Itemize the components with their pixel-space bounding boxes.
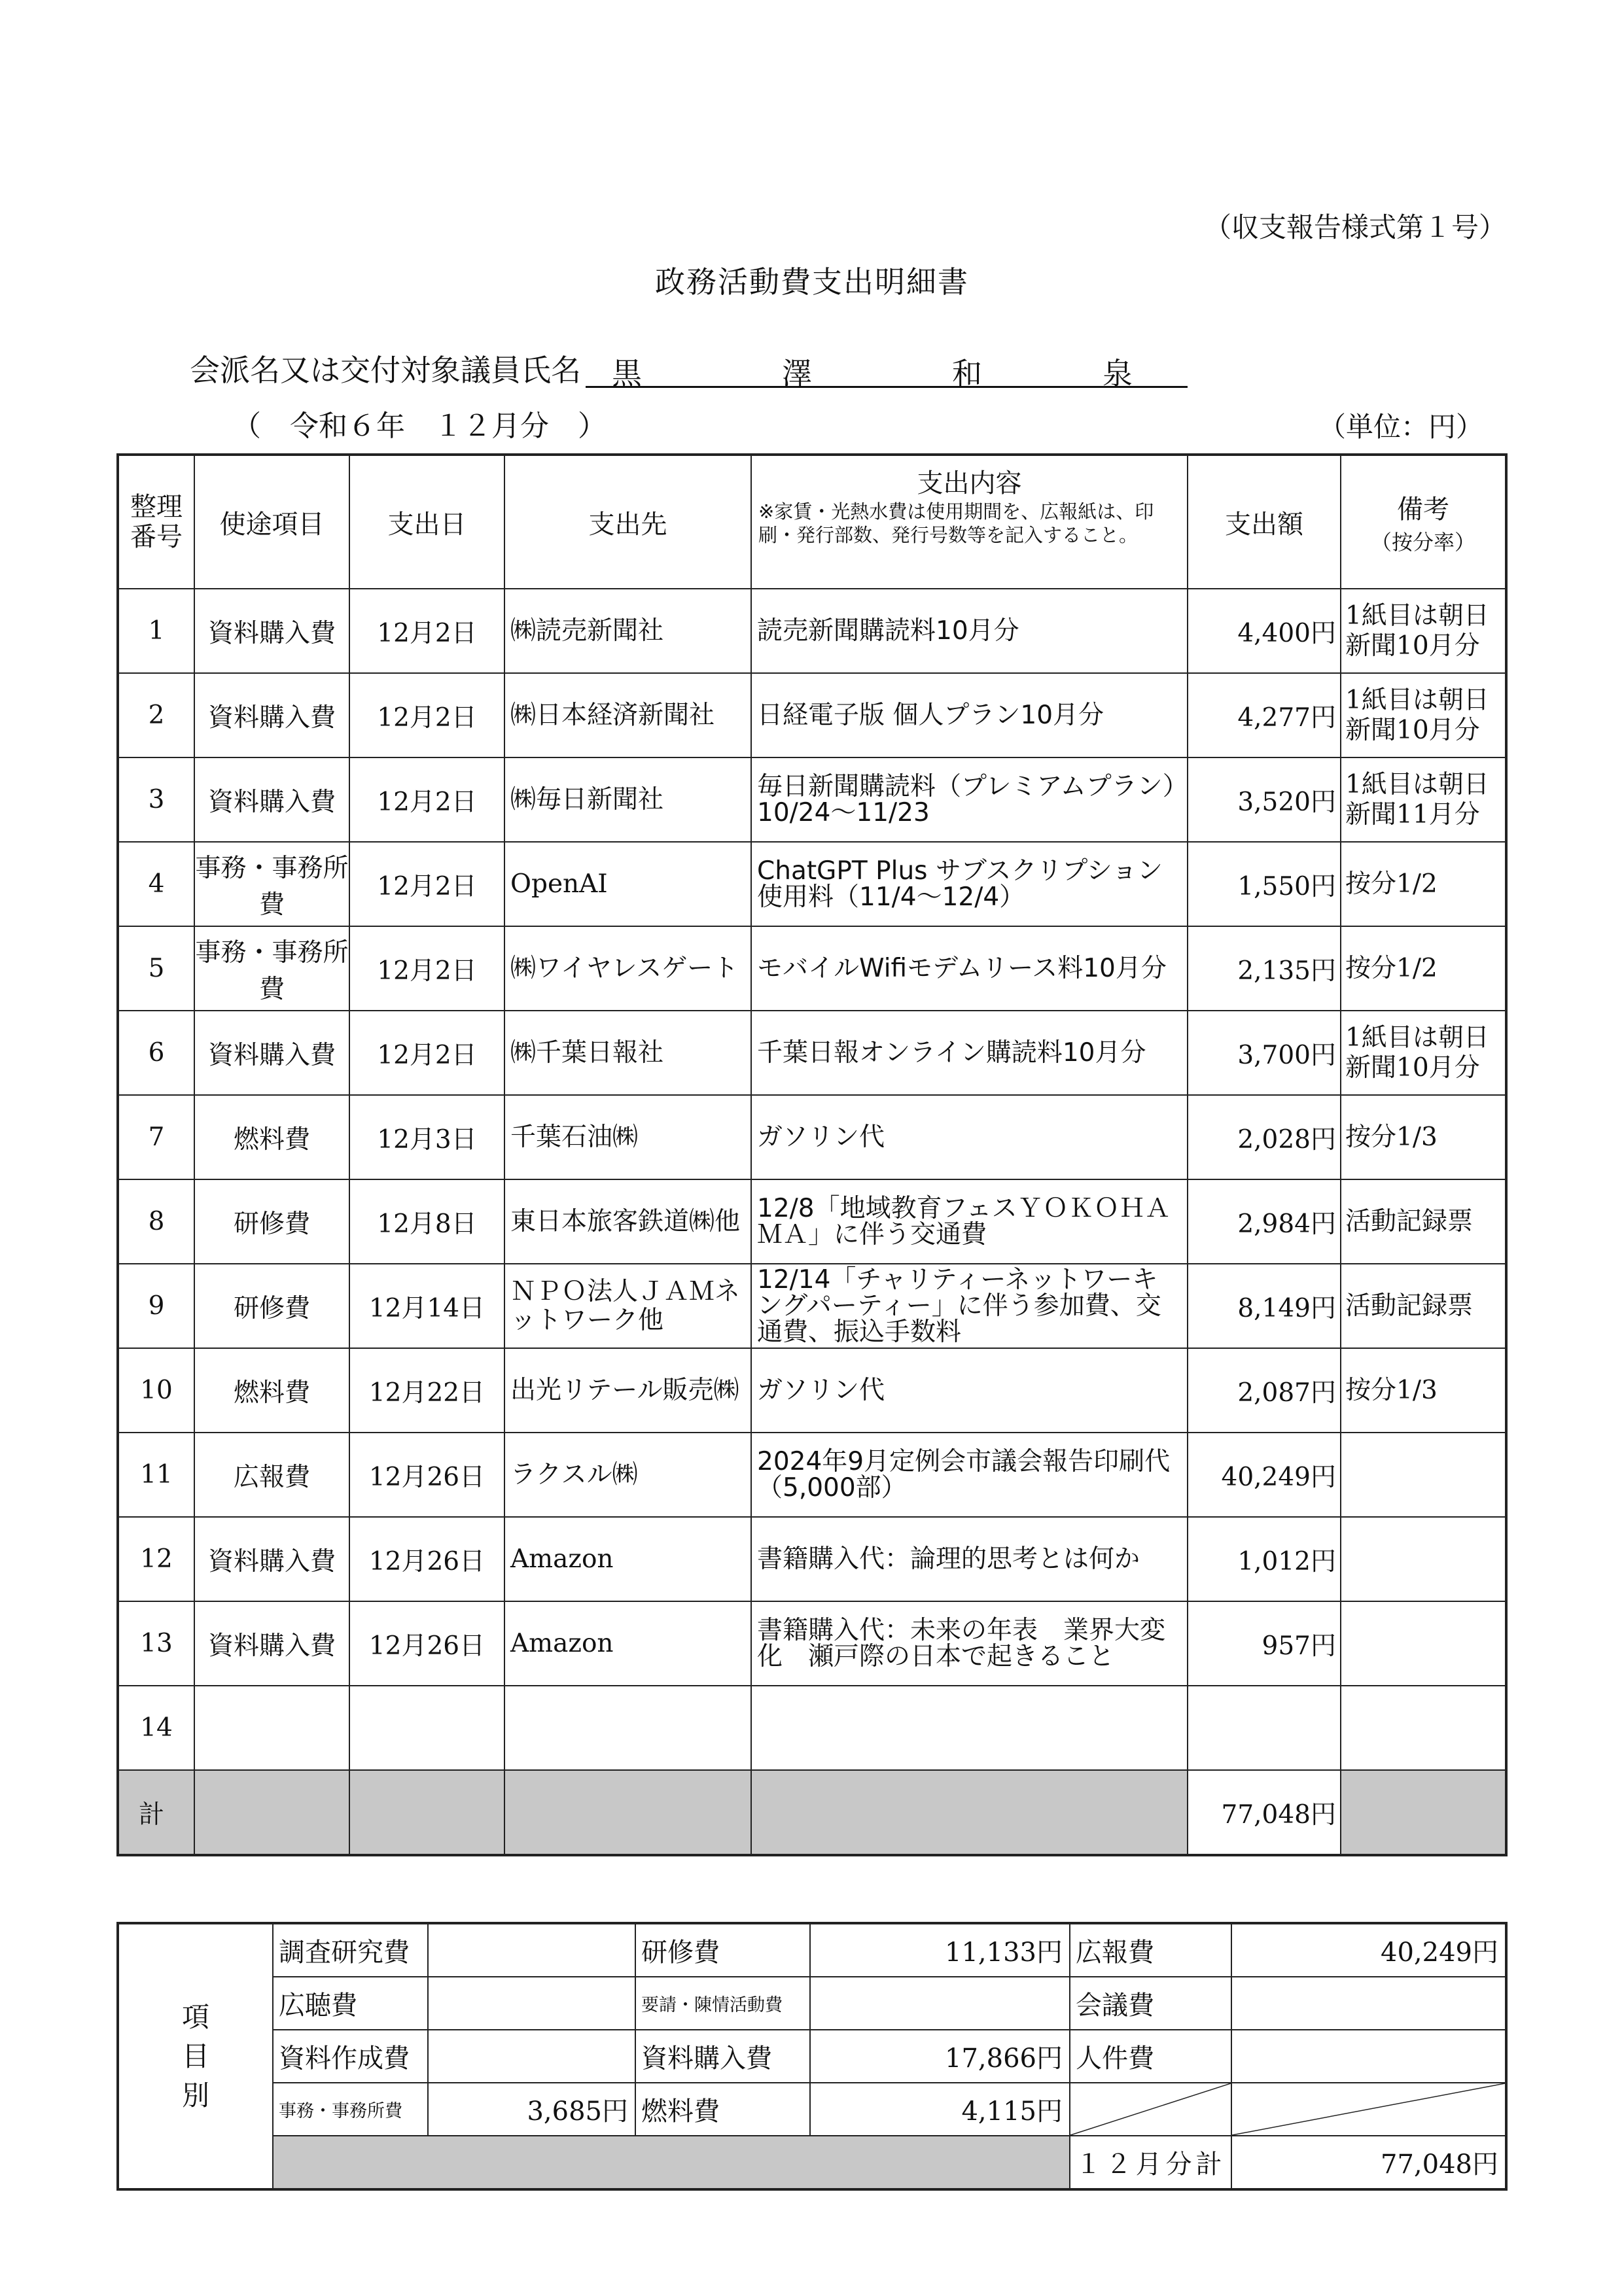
table-row: [118, 1264, 1506, 1348]
category-summary-table: [116, 1922, 1508, 2191]
table-row: [118, 1179, 1506, 1264]
row-amount: 4,400円: [1188, 589, 1341, 673]
row-purpose: 燃料費: [194, 1095, 349, 1179]
total-blank: [194, 1770, 349, 1855]
name-char: 黒: [612, 356, 642, 391]
header-content: [751, 455, 1188, 589]
value-konyu: 17,866円: [810, 2030, 1070, 2083]
label-koho: 広報費: [1070, 1923, 1231, 1977]
label-kaigi: 会議費: [1070, 1977, 1231, 2030]
row-amount: 2,135円: [1188, 926, 1341, 1011]
row-date: 12月2日: [349, 673, 504, 757]
label-sakusei: 資料作成費: [273, 2030, 428, 2083]
row-payee: Amazon: [504, 1601, 751, 1686]
row-amount: 957円: [1188, 1601, 1341, 1686]
period: （ 令和６年 １２月分 ）: [232, 409, 607, 443]
month-total-value: 77,048円: [1231, 2136, 1506, 2189]
row-amount: [1188, 1686, 1341, 1770]
header-date: 支出日: [349, 455, 504, 589]
row-no: 3: [118, 757, 194, 842]
row-no: 13: [118, 1601, 194, 1686]
row-amount: 2,984円: [1188, 1179, 1341, 1264]
row-date: 12月2日: [349, 926, 504, 1011]
table-row: [118, 1433, 1506, 1517]
row-content: ガソリン代: [751, 1348, 1188, 1433]
row-no: 8: [118, 1179, 194, 1264]
row-purpose: 燃料費: [194, 1348, 349, 1433]
header-payee: 支出先: [504, 455, 751, 589]
row-date: 12月2日: [349, 842, 504, 926]
row-amount: 40,249円: [1188, 1433, 1341, 1517]
row-amount: 3,700円: [1188, 1011, 1341, 1095]
header-amount: 支出額: [1188, 455, 1341, 589]
row-no: 12: [118, 1517, 194, 1601]
table-row: [118, 589, 1506, 673]
unit-label: （単位：円）: [1318, 411, 1483, 443]
expense-table: [116, 453, 1508, 1856]
label-nenryo: 燃料費: [635, 2083, 810, 2136]
value-jinken: [1231, 2030, 1506, 2083]
row-payee: ㈱読売新聞社: [504, 589, 751, 673]
row-no: 2: [118, 673, 194, 757]
row-content: 2024年9月定例会市議会報告印刷代（5,000部）: [751, 1433, 1188, 1517]
row-payee: 東日本旅客鉄道㈱他: [504, 1179, 751, 1264]
row-amount: 1,012円: [1188, 1517, 1341, 1601]
row-purpose: 資料購入費: [194, 1601, 349, 1686]
row-no: 14: [118, 1686, 194, 1770]
form-number: （収支報告様式第１号）: [1203, 211, 1506, 243]
table-row: [118, 842, 1506, 926]
row-remarks: [1341, 1517, 1506, 1601]
row-purpose: 資料購入費: [194, 673, 349, 757]
row-content: 日経電子版 個人プラン10月分: [751, 673, 1188, 757]
diagonal-blank-cell: [1231, 2083, 1506, 2136]
total-blank: [504, 1770, 751, 1855]
row-date: 12月22日: [349, 1348, 504, 1433]
row-amount: 3,520円: [1188, 757, 1341, 842]
row-remarks: [1341, 1686, 1506, 1770]
table-row: [118, 1348, 1506, 1433]
row-content: [751, 1686, 1188, 1770]
row-amount: 2,028円: [1188, 1095, 1341, 1179]
row-purpose: 資料購入費: [194, 1517, 349, 1601]
row-amount: 2,087円: [1188, 1348, 1341, 1433]
table-row: [118, 757, 1506, 842]
row-purpose: 資料購入費: [194, 1011, 349, 1095]
row-amount: 8,149円: [1188, 1264, 1341, 1348]
row-purpose: 資料購入費: [194, 589, 349, 673]
row-date: 12月2日: [349, 1011, 504, 1095]
value-koho: 40,249円: [1231, 1923, 1506, 1977]
diagonal-line: [1070, 2083, 1231, 2135]
row-no: 10: [118, 1348, 194, 1433]
name-field: [586, 350, 1188, 391]
header-remarks: [1341, 455, 1506, 589]
row-remarks: 1紙目は朝日新聞10月分: [1341, 589, 1506, 673]
name-char: 澤: [782, 356, 812, 391]
row-payee: ㈱日本経済新聞社: [504, 673, 751, 757]
total-blank: [751, 1770, 1188, 1855]
value-kaigi: [1231, 1977, 1506, 2030]
header-purpose: 使途項目: [194, 455, 349, 589]
row-payee: 出光リテール販売㈱: [504, 1348, 751, 1433]
row-purpose: 事務・事務所費: [194, 842, 349, 926]
row-content: 12/14「チャリティーネットワーキングパーティー」に伴う参加費、交通費、振込手数料: [751, 1264, 1188, 1348]
row-payee: ㈱ワイヤレスゲート: [504, 926, 751, 1011]
row-content: モバイルWifiモデムリース料10月分: [751, 926, 1188, 1011]
row-remarks: [1341, 1601, 1506, 1686]
table-row: [118, 1601, 1506, 1686]
total-blank: [349, 1770, 504, 1855]
row-remarks: 按分1/2: [1341, 926, 1506, 1011]
document-title: 政務活動費支出明細書: [655, 264, 969, 300]
table-row: [118, 673, 1506, 757]
row-purpose: 資料購入費: [194, 757, 349, 842]
diagonal-blank-cell: [1070, 2083, 1231, 2136]
row-no: 9: [118, 1264, 194, 1348]
table-row: [118, 1517, 1506, 1601]
row-date: 12月2日: [349, 757, 504, 842]
row-purpose: 広報費: [194, 1433, 349, 1517]
category-label: [118, 1923, 273, 2189]
row-content: ガソリン代: [751, 1095, 1188, 1179]
row-date: 12月2日: [349, 589, 504, 673]
row-content: 読売新聞購読料10月分: [751, 589, 1188, 673]
row-no: 6: [118, 1011, 194, 1095]
row-payee: [504, 1686, 751, 1770]
row-purpose: [194, 1686, 349, 1770]
row-remarks: 1紙目は朝日新聞10月分: [1341, 673, 1506, 757]
row-content: 書籍購入代：論理的思考とは何か: [751, 1517, 1188, 1601]
row-no: 5: [118, 926, 194, 1011]
value-jimu: 3,685円: [428, 2083, 635, 2136]
month-total-label: １２月分計: [1070, 2136, 1231, 2189]
row-date: 12月14日: [349, 1264, 504, 1348]
row-content: 12/8「地域教育フェスＹＯＫＯＨＡＭＡ」に伴う交通費: [751, 1179, 1188, 1264]
row-date: 12月26日: [349, 1433, 504, 1517]
row-date: 12月8日: [349, 1179, 504, 1264]
table-row: [118, 1686, 1506, 1770]
header-no: 整理番号: [118, 455, 194, 589]
row-payee: ㈱千葉日報社: [504, 1011, 751, 1095]
total-label: 計: [118, 1770, 194, 1855]
row-purpose: 研修費: [194, 1179, 349, 1264]
row-amount: 1,550円: [1188, 842, 1341, 926]
header-remarks-sub: （按分率）: [1370, 529, 1475, 555]
row-date: 12月26日: [349, 1517, 504, 1601]
shaded-blank: [273, 2136, 1070, 2189]
row-payee: 千葉石油㈱: [504, 1095, 751, 1179]
row-payee: ラクスル㈱: [504, 1433, 751, 1517]
label-jinken: 人件費: [1070, 2030, 1231, 2083]
row-content: 千葉日報オンライン購読料10月分: [751, 1011, 1188, 1095]
value-kocho: [428, 1977, 635, 2030]
label-yosei: 要請・陳情活動費: [635, 1977, 810, 2030]
header-remarks-title: 備考: [1397, 494, 1449, 525]
label-chosa: 調査研究費: [273, 1923, 428, 1977]
name-label: 会派名又は交付対象議員氏名: [190, 353, 581, 388]
row-no: 11: [118, 1433, 194, 1517]
row-remarks: 按分1/3: [1341, 1348, 1506, 1433]
category-label-text: 項目別: [182, 2000, 210, 2112]
row-remarks: [1341, 1433, 1506, 1517]
row-payee: ＮＰＯ法人ＪＡＭネットワーク他: [504, 1264, 751, 1348]
row-content: 毎日新聞購読料（プレミアムプラン）10/24～11/23: [751, 757, 1188, 842]
row-payee: ㈱毎日新聞社: [504, 757, 751, 842]
table-row: [118, 1095, 1506, 1179]
total-blank: [1341, 1770, 1506, 1855]
row-no: 4: [118, 842, 194, 926]
label-konyu: 資料購入費: [635, 2030, 810, 2083]
value-yosei: [810, 1977, 1070, 2030]
name-char: 泉: [1103, 356, 1133, 391]
total-amount: 77,048円: [1188, 1770, 1341, 1855]
label-jimu: 事務・事務所費: [273, 2083, 428, 2136]
row-date: [349, 1686, 504, 1770]
table-row: [118, 1011, 1506, 1095]
row-remarks: 活動記録票: [1341, 1264, 1506, 1348]
value-kenshu: 11,133円: [810, 1923, 1070, 1977]
table-row: [118, 926, 1506, 1011]
row-date: 12月3日: [349, 1095, 504, 1179]
header-content-note: ※家賃・光熱水費は使用期間を、広報紙は、印刷・発行部数、発行号数等を記入すること。: [758, 500, 1154, 546]
label-kocho: 広聴費: [273, 1977, 428, 2030]
row-amount: 4,277円: [1188, 673, 1341, 757]
row-content: 書籍購入代：未来の年表 業界大変化 瀬戸際の日本で起きること: [751, 1601, 1188, 1686]
total-row: [118, 1770, 1506, 1855]
table-header: [118, 455, 1506, 589]
row-payee: OpenAI: [504, 842, 751, 926]
value-chosa: [428, 1923, 635, 1977]
row-date: 12月26日: [349, 1601, 504, 1686]
label-kenshu: 研修費: [635, 1923, 810, 1977]
row-no: 7: [118, 1095, 194, 1179]
row-no: 1: [118, 589, 194, 673]
row-remarks: 活動記録票: [1341, 1179, 1506, 1264]
name-char: 和: [952, 356, 982, 391]
row-purpose: 事務・事務所費: [194, 926, 349, 1011]
row-payee: Amazon: [504, 1517, 751, 1601]
row-remarks: 按分1/3: [1341, 1095, 1506, 1179]
row-remarks: 1紙目は朝日新聞10月分: [1341, 1011, 1506, 1095]
header-content-title: 支出内容: [917, 468, 1022, 498]
value-nenryo: 4,115円: [810, 2083, 1070, 2136]
row-remarks: 按分1/2: [1341, 842, 1506, 926]
row-purpose: 研修費: [194, 1264, 349, 1348]
diagonal-line: [1232, 2083, 1505, 2135]
row-remarks: 1紙目は朝日新聞11月分: [1341, 757, 1506, 842]
row-content: ChatGPT Plus サブスクリプション使用料（11/4～12/4）: [751, 842, 1188, 926]
value-sakusei: [428, 2030, 635, 2083]
